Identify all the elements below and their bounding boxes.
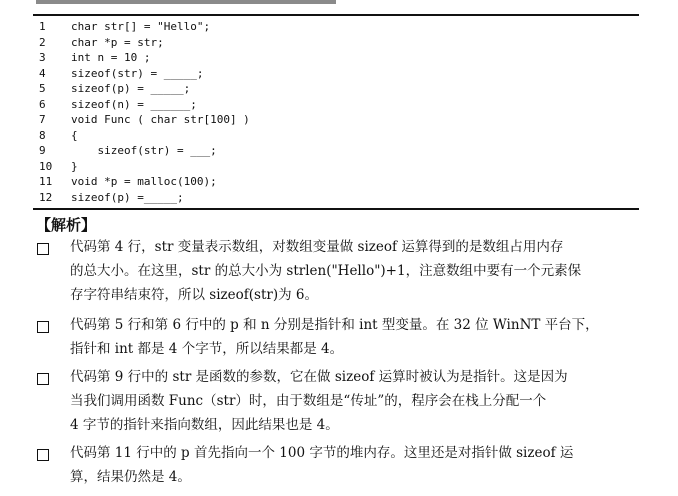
checkbox-square-icon bbox=[37, 243, 49, 255]
bullet-text bbox=[70, 313, 645, 361]
bullet-text bbox=[70, 365, 645, 437]
bullet-line: 算，结果仍然是 4。 bbox=[70, 469, 191, 485]
code-text: sizeof(p) =_____; bbox=[71, 190, 184, 204]
analysis-heading: 【解析】 bbox=[36, 216, 97, 234]
bullet-line: 指针和 int 都是 4 个字节，所以结果都是 4。 bbox=[70, 341, 344, 357]
line-number: 10 bbox=[39, 159, 53, 173]
line-number: 12 bbox=[39, 190, 53, 204]
line-number: 5 bbox=[39, 82, 46, 95]
bullet-line: 代码第 9 行中的 str 是函数的参数，它在做 sizeof 运算时被认为是指针。这是因为 bbox=[70, 369, 568, 385]
checkbox-square-icon bbox=[37, 373, 49, 385]
bullet-line: 当我们调用函数 Func（str）时，由于数组是“传址”的，程序会在栈上分配一个 bbox=[70, 393, 547, 409]
line-number: 9 bbox=[39, 144, 46, 157]
checkbox-square-icon bbox=[37, 449, 49, 461]
bullet-line: 4 字节的指针来指向数组，因此结果也是 4。 bbox=[70, 417, 339, 433]
cropped-header-text bbox=[36, 0, 336, 4]
code-text: void *p = malloc(100); bbox=[71, 175, 217, 188]
line-number: 11 bbox=[39, 175, 53, 188]
line-number: 4 bbox=[39, 66, 46, 80]
line-number: 6 bbox=[39, 97, 46, 111]
code-text: { bbox=[71, 128, 78, 142]
line-number: 7 bbox=[39, 113, 46, 126]
code-text: void Func ( char str[100] ) bbox=[71, 113, 250, 126]
line-number: 3 bbox=[39, 51, 46, 64]
bullet-line: 的总大小。在这里，str 的总大小为 strlen("Hello")+1，注意数组中要有一个元素保 bbox=[70, 263, 582, 279]
bullet-text bbox=[70, 235, 645, 307]
code-text: sizeof(p) = _____; bbox=[71, 82, 191, 95]
line-number: 2 bbox=[39, 35, 46, 49]
code-text: sizeof(str) = ___; bbox=[71, 144, 217, 157]
code-text: char str[] = "Hello"; bbox=[71, 20, 211, 33]
line-number: 1 bbox=[39, 20, 46, 33]
bullet-text bbox=[70, 441, 645, 489]
bullet-line: 存字符串结束符，所以 sizeof(str)为 6。 bbox=[70, 287, 318, 303]
line-number: 8 bbox=[39, 128, 46, 142]
checkbox-square-icon bbox=[37, 321, 49, 333]
code-listing bbox=[33, 14, 639, 210]
code-text: char *p = str; bbox=[71, 35, 164, 49]
bullet-line: 代码第 5 行和第 6 行中的 p 和 n 分别是指针和 int 型变量。在 32 位 WinNT 平台下， bbox=[70, 317, 599, 333]
code-text: sizeof(str) = _____; bbox=[71, 66, 204, 80]
bullet-line: 代码第 4 行，str 变量表示数组，对数组变量做 sizeof 运算得到的是数组占用内存 bbox=[70, 239, 564, 255]
code-text: int n = 10 ; bbox=[71, 51, 151, 64]
code-text: sizeof(n) = ______; bbox=[71, 97, 197, 111]
bullet-line: 代码第 11 行中的 p 首先指向一个 100 字节的堆内存。这里还是对指针做 sizeof 运 bbox=[70, 445, 574, 461]
code-text: } bbox=[71, 159, 78, 173]
